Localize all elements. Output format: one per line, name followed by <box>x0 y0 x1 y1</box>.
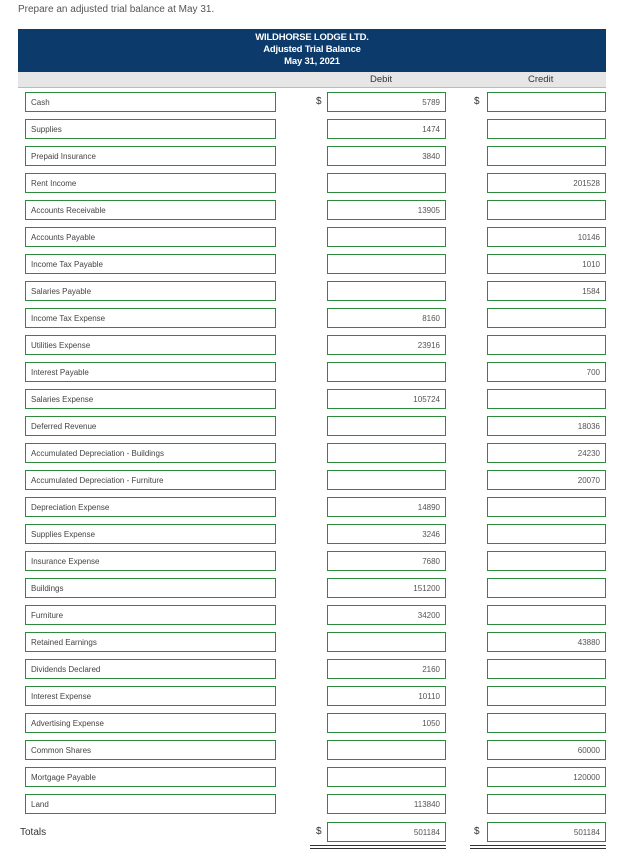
account-name-input[interactable]: Accounts Receivable <box>25 200 276 220</box>
account-name-input[interactable]: Interest Expense <box>25 686 276 706</box>
trial-balance-row <box>0 416 617 438</box>
trial-balance-row <box>0 767 617 789</box>
credit-amount-input[interactable]: 10146 <box>487 227 606 247</box>
trial-balance-row <box>0 443 617 465</box>
account-name-input[interactable]: Deferred Revenue <box>25 416 276 436</box>
debit-amount-input[interactable]: 1474 <box>327 119 446 139</box>
credit-amount-input[interactable]: 43880 <box>487 632 606 652</box>
account-name-input[interactable]: Advertising Expense <box>25 713 276 733</box>
trial-balance-row <box>0 119 617 141</box>
account-name-input[interactable]: Cash <box>25 92 276 112</box>
credit-dollar-sign: $ <box>474 96 480 107</box>
account-name-input[interactable]: Interest Payable <box>25 362 276 382</box>
debit-amount-input[interactable] <box>327 227 446 247</box>
account-name-input[interactable]: Salaries Expense <box>25 389 276 409</box>
debit-double-underline-1 <box>310 845 446 846</box>
debit-amount-input[interactable]: 8160 <box>327 308 446 328</box>
account-name-input[interactable]: Salaries Payable <box>25 281 276 301</box>
credit-amount-input[interactable] <box>487 389 606 409</box>
debit-amount-input[interactable] <box>327 740 446 760</box>
debit-amount-input[interactable]: 113840 <box>327 794 446 814</box>
credit-amount-input[interactable] <box>487 794 606 814</box>
account-name-input[interactable]: Dividends Declared <box>25 659 276 679</box>
debit-amount-input[interactable]: 23916 <box>327 335 446 355</box>
debit-amount-input[interactable] <box>327 767 446 787</box>
credit-amount-input[interactable] <box>487 200 606 220</box>
account-name-input[interactable]: Accumulated Depreciation - Furniture <box>25 470 276 490</box>
trial-balance-row <box>0 200 617 222</box>
totals-debit-input[interactable]: 501184 <box>327 822 446 842</box>
debit-amount-input[interactable] <box>327 443 446 463</box>
debit-column-header: Debit <box>370 74 393 85</box>
account-name-input[interactable]: Furniture <box>25 605 276 625</box>
credit-amount-input[interactable]: 18036 <box>487 416 606 436</box>
credit-amount-input[interactable]: 201528 <box>487 173 606 193</box>
debit-amount-input[interactable]: 3246 <box>327 524 446 544</box>
debit-amount-input[interactable]: 2160 <box>327 659 446 679</box>
company-name: WILDHORSE LODGE LTD. <box>255 32 369 43</box>
trial-balance-row <box>0 146 617 168</box>
debit-amount-input[interactable]: 3840 <box>327 146 446 166</box>
trial-balance-row <box>0 578 617 600</box>
statement-date: May 31, 2021 <box>284 56 340 67</box>
credit-amount-input[interactable]: 60000 <box>487 740 606 760</box>
debit-double-underline-2 <box>310 848 446 849</box>
account-name-input[interactable]: Depreciation Expense <box>25 497 276 517</box>
totals-credit-input[interactable]: 501184 <box>487 822 606 842</box>
totals-debit-dollar-sign: $ <box>316 826 322 837</box>
debit-amount-input[interactable] <box>327 470 446 490</box>
debit-amount-input[interactable] <box>327 632 446 652</box>
debit-amount-input[interactable]: 1050 <box>327 713 446 733</box>
credit-amount-input[interactable] <box>487 551 606 571</box>
account-name-input[interactable]: Utilities Expense <box>25 335 276 355</box>
credit-amount-input[interactable] <box>487 659 606 679</box>
credit-amount-input[interactable] <box>487 92 606 112</box>
debit-amount-input[interactable]: 13905 <box>327 200 446 220</box>
trial-balance-row <box>0 227 617 249</box>
trial-balance-row <box>0 470 617 492</box>
account-name-input[interactable]: Accumulated Depreciation - Buildings <box>25 443 276 463</box>
debit-amount-input[interactable] <box>327 173 446 193</box>
trial-balance-row <box>0 551 617 573</box>
trial-balance-row <box>0 524 617 546</box>
instruction-text: Prepare an adjusted trial balance at May 31. <box>18 4 215 15</box>
credit-amount-input[interactable] <box>487 335 606 355</box>
account-name-input[interactable]: Insurance Expense <box>25 551 276 571</box>
credit-amount-input[interactable] <box>487 146 606 166</box>
account-name-input[interactable]: Supplies <box>25 119 276 139</box>
trial-balance-row <box>0 497 617 519</box>
credit-double-underline-1 <box>470 845 606 846</box>
credit-amount-input[interactable] <box>487 578 606 598</box>
account-name-input[interactable]: Accounts Payable <box>25 227 276 247</box>
credit-amount-input[interactable] <box>487 605 606 625</box>
trial-balance-row <box>0 605 617 627</box>
debit-dollar-sign: $ <box>316 96 322 107</box>
credit-double-underline-2 <box>470 848 606 849</box>
account-name-input[interactable]: Supplies Expense <box>25 524 276 544</box>
account-name-input[interactable]: Income Tax Payable <box>25 254 276 274</box>
column-header-bar <box>18 72 606 88</box>
credit-amount-input[interactable] <box>487 686 606 706</box>
statement-title: Adjusted Trial Balance <box>263 44 361 55</box>
credit-amount-input[interactable]: 1584 <box>487 281 606 301</box>
credit-amount-input[interactable] <box>487 524 606 544</box>
debit-amount-input[interactable] <box>327 416 446 436</box>
account-name-input[interactable]: Retained Earnings <box>25 632 276 652</box>
credit-amount-input[interactable]: 24230 <box>487 443 606 463</box>
statement-header <box>18 29 606 72</box>
totals-row <box>0 822 617 844</box>
credit-amount-input[interactable] <box>487 119 606 139</box>
trial-balance-row <box>0 92 617 114</box>
debit-amount-input[interactable] <box>327 281 446 301</box>
account-name-input[interactable]: Income Tax Expense <box>25 308 276 328</box>
account-name-input[interactable]: Mortgage Payable <box>25 767 276 787</box>
debit-amount-input[interactable]: 5789 <box>327 92 446 112</box>
trial-balance-row <box>0 794 617 816</box>
totals-credit-dollar-sign: $ <box>474 826 480 837</box>
credit-amount-input[interactable] <box>487 713 606 733</box>
account-name-input[interactable]: Rent Income <box>25 173 276 193</box>
trial-balance-row <box>0 362 617 384</box>
trial-balance-row <box>0 632 617 654</box>
trial-balance-row <box>0 389 617 411</box>
credit-amount-input[interactable]: 700 <box>487 362 606 382</box>
debit-amount-input[interactable]: 34200 <box>327 605 446 625</box>
trial-balance-row <box>0 281 617 303</box>
trial-balance-row <box>0 659 617 681</box>
trial-balance-row <box>0 713 617 735</box>
credit-amount-input[interactable]: 20070 <box>487 470 606 490</box>
trial-balance-row <box>0 740 617 762</box>
credit-column-header: Credit <box>528 74 554 85</box>
account-name-input[interactable]: Land <box>25 794 276 814</box>
trial-balance-row <box>0 686 617 708</box>
debit-amount-input[interactable]: 10110 <box>327 686 446 706</box>
debit-amount-input[interactable] <box>327 362 446 382</box>
debit-amount-input[interactable]: 7680 <box>327 551 446 571</box>
debit-amount-input[interactable]: 14890 <box>327 497 446 517</box>
account-name-input[interactable]: Buildings <box>25 578 276 598</box>
trial-balance-row <box>0 308 617 330</box>
credit-amount-input[interactable] <box>487 308 606 328</box>
trial-balance-row <box>0 173 617 195</box>
account-name-input[interactable]: Prepaid Insurance <box>25 146 276 166</box>
trial-balance-row <box>0 254 617 276</box>
debit-amount-input[interactable] <box>327 254 446 274</box>
totals-label: Totals <box>20 827 47 838</box>
credit-amount-input[interactable] <box>487 497 606 517</box>
debit-amount-input[interactable]: 105724 <box>327 389 446 409</box>
credit-amount-input[interactable]: 1010 <box>487 254 606 274</box>
debit-amount-input[interactable]: 151200 <box>327 578 446 598</box>
credit-amount-input[interactable]: 120000 <box>487 767 606 787</box>
account-name-input[interactable]: Common Shares <box>25 740 276 760</box>
trial-balance-row <box>0 335 617 357</box>
